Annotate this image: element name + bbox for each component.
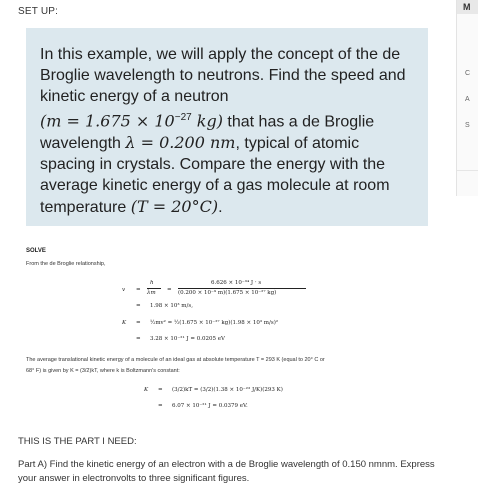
- k-expr: ½mv² = ½(1.675 × 10⁻²⁷ kg)(1.98 × 10³ m/s)²: [150, 320, 279, 326]
- part-a-question: Part A) Find the kinetic energy of an electron with a de Broglie wavelength of 0.150 nmnm. Express your answer in electronvolts to three significant figures.: [18, 459, 435, 484]
- example-line: average kinetic energy of a gas molecule at room: [40, 177, 390, 195]
- v-frac2-num: 6.626 × 10⁻³⁴ J · s: [211, 280, 262, 286]
- mass-unit: kg): [191, 111, 223, 131]
- solve-area: [26, 240, 434, 422]
- k2-expr: (3/2)kT = (3/2)(1.38 × 10⁻²³ J/K)(293 K): [172, 387, 283, 393]
- temperature-math: (T = 20°C): [130, 197, 219, 217]
- example-line: [40, 132, 418, 154]
- k2-result: 6.07 × 10⁻²¹ J = 0.0379 eV.: [172, 403, 248, 409]
- k-result: 3.28 × 10⁻²¹ J = 0.0205 eV: [150, 336, 225, 342]
- v-frac-den: λm: [147, 290, 156, 296]
- right-panel-divider: [457, 170, 478, 171]
- right-panel-letter-2: A: [465, 96, 470, 103]
- kinetic-energy-paragraph: 68° F) is given by K = (3/2)kT, where k is Boltzmann's constant:: [26, 368, 180, 374]
- example-line: spacing in crystals. Compare the energy with the: [40, 156, 386, 174]
- example-text-run: , typical of atomic: [235, 135, 360, 153]
- k2-result-equals: =: [158, 403, 163, 409]
- example-text-run: wavelength: [40, 135, 126, 153]
- k2-equals: =: [158, 387, 163, 393]
- example-line: In this example, we will apply the concept of the de: [40, 46, 401, 63]
- setup-label: SET UP:: [18, 6, 59, 17]
- neutron-mass-math: (m = 1.675 × 10: [40, 111, 175, 131]
- v-result: 1.98 × 10³ m/s,: [150, 303, 193, 309]
- v-frac-num: h: [150, 280, 154, 286]
- right-side-panel: [456, 0, 478, 196]
- example-line: Broglie wavelength to neutrons. Find the speed and: [40, 67, 406, 84]
- v-frac-equals: =: [167, 287, 172, 293]
- v-frac2-bar: [178, 288, 306, 289]
- k-label: K: [122, 320, 127, 326]
- v-equals: =: [136, 287, 141, 293]
- k-result-equals: =: [136, 336, 141, 342]
- v-label: v: [122, 287, 126, 293]
- v-frac2-den: (0.200 × 10⁻⁹ m)(1.675 × 10⁻²⁷ kg): [178, 290, 277, 296]
- right-panel-letter-1: C: [465, 70, 471, 77]
- example-line: [40, 107, 418, 132]
- example-line: [40, 196, 418, 218]
- right-panel-header: M: [457, 0, 478, 14]
- solve-intro: From the de Broglie relationship,: [26, 261, 106, 267]
- k-equals: =: [136, 320, 141, 326]
- example-text-run: temperature: [40, 199, 131, 217]
- example-text-run: that has a de Broglie: [222, 113, 375, 131]
- v-frac-bar: [147, 288, 161, 289]
- right-panel-letter-3: S: [465, 122, 470, 129]
- kinetic-energy-paragraph: The average translational kinetic energy of a molecule of an ideal gas at absolute temperature T = 293 K (equal to 20° C or: [26, 357, 325, 363]
- example-text: [40, 44, 418, 218]
- need-label: THIS IS THE PART I NEED:: [18, 436, 137, 447]
- solve-title: SOLVE: [26, 248, 46, 254]
- mass-exponent: −27: [174, 112, 192, 123]
- example-text-run: .: [218, 199, 223, 217]
- v-result-equals: =: [136, 303, 141, 309]
- example-line: kinetic energy of a neutron: [40, 88, 229, 105]
- wavelength-math: λ = 0.200 nm: [125, 133, 236, 153]
- k2-label: K: [144, 387, 149, 393]
